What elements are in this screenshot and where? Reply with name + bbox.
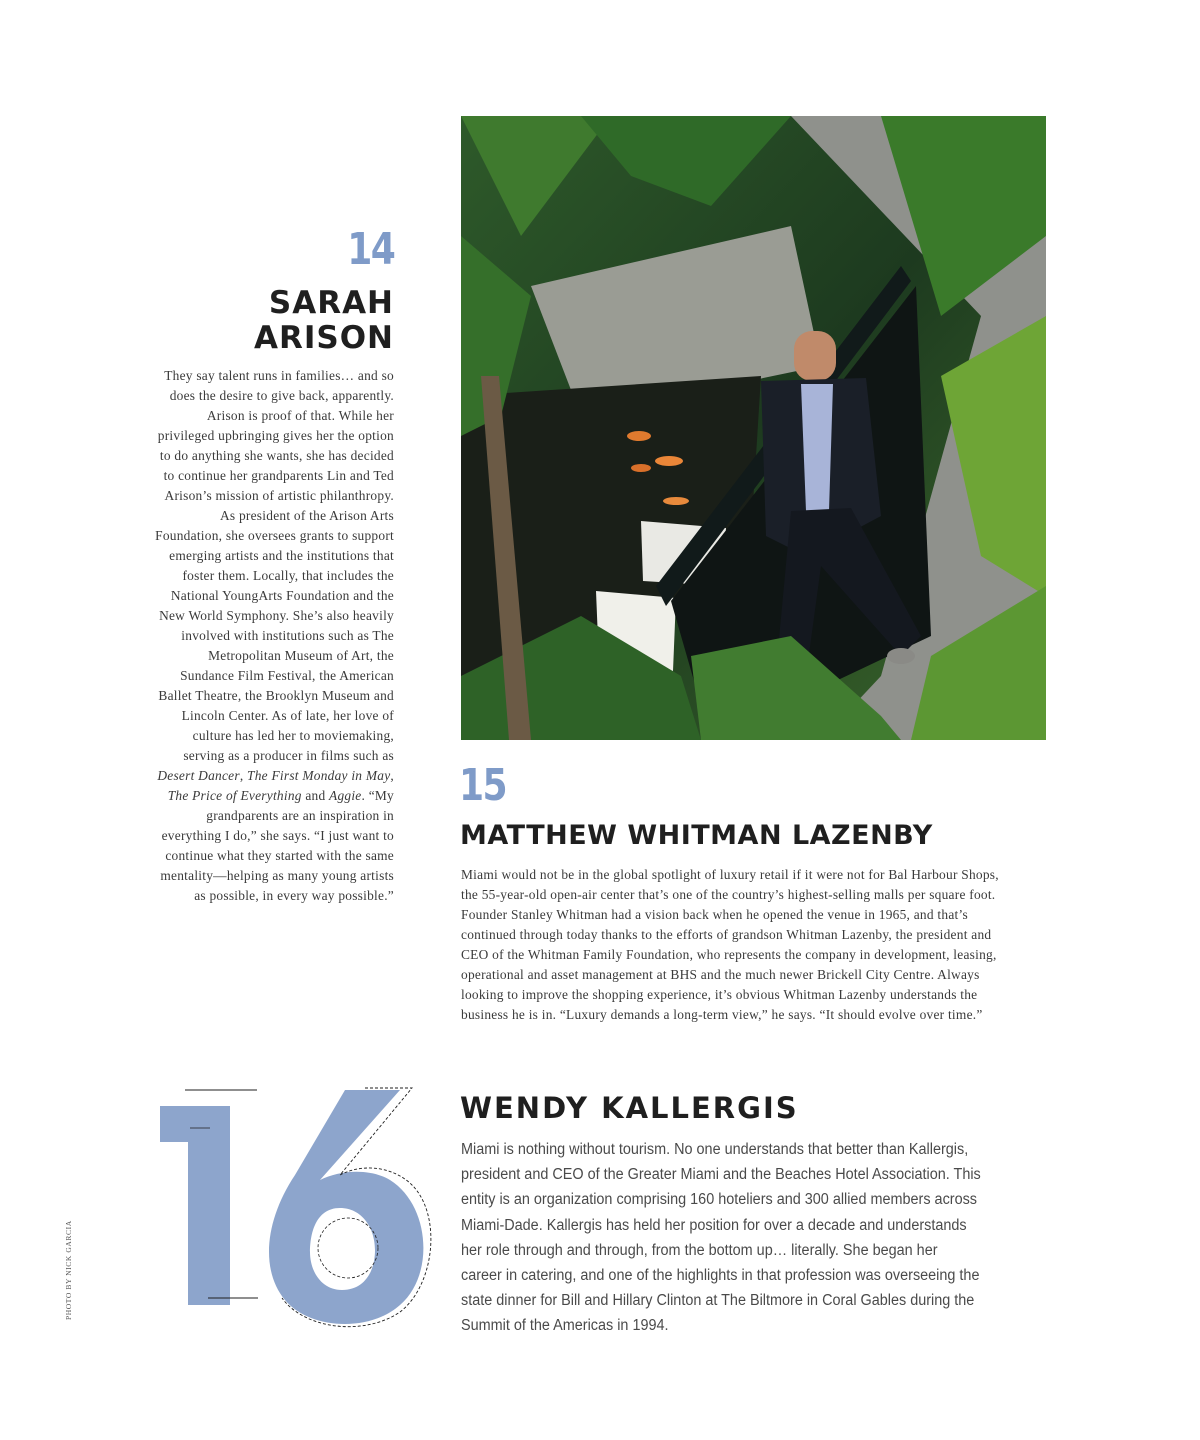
film-title: Desert Dancer: [157, 768, 240, 783]
portrait-photo-image: [461, 116, 1046, 740]
portrait-photo: [461, 116, 1046, 740]
film-title: Aggie: [329, 788, 362, 803]
film-title: The Price of Everything: [167, 788, 302, 803]
photo-credit: PHOTO BY NICK GARCIA: [64, 1220, 73, 1320]
entry-14-number: 14: [347, 224, 394, 275]
entry-15-body: Miami would not be in the global spotlight of luxury retail if it were not for Bal Harbour Shops, the 55-year-old open-air center that’s one of the country’s highest-selling malls per square foot. Founder Stanley Whitman had a vision back when he opened the venue in 1965, and that’s continued through today thanks to the efforts of grandson Whitman Lazenby, the president and CEO of the Whitman Family Foundation, who represents the company in development, leasing, operational and asset management at BHS and the much newer Brickell City Centre. Always looking to improve the shopping experience, it’s obvious Whitman Lazenby understands the business he is in. “Luxury demands a long-term view,” he says. “It should evolve over time.”: [461, 867, 999, 1022]
film-title: The First Monday in May: [247, 768, 391, 783]
body-text-segment: ,: [390, 768, 394, 783]
body-text-segment: They say talent runs in families… and so does the desire to give back, apparently. Arison is proof of that. While her privileged upbringing gives her the option to do anything she wants, she has decided to continue her grandparents Lin and Ted Arison’s mission of artistic philanthropy. As president of the Arison Arts Foundation, she oversees grants to support emerging artists and the institutions that foster them. Locally, that includes the National YoungArts Foundation and the New World Symphony. She’s also heavily involved with institutions such as The Metropolitan Museum of Art, the Sundance Film Festival, the American Ballet Theatre, the Brooklyn Museum and Lincoln Center. As of late, her love of culture has led her to moviemaking, serving as a producer in films such as: [155, 368, 394, 763]
body-text-segment: and: [301, 788, 330, 803]
entry-16-number-graphic: [150, 1080, 440, 1330]
entry-15-number: 15: [459, 760, 506, 811]
entry-14-name-line2: ARISON: [253, 320, 394, 356]
entry-14-name-line1: SARAH: [268, 285, 394, 321]
entry-14-name: [94, 286, 394, 356]
entry-16-body: Miami is nothing without tourism. No one understands that better than Kallergis, president and CEO of the Greater Miami and the Beaches Hotel Association. This entity is an organization comprising 160 hoteliers and 300 allied members across Miami-Dade. Kallergis has held her position for over a decade and understands her role through and through, from the bottom up… literally. She began her career in catering, and one of the highlights in that profession was overseeing the state dinner for Bill and Hillary Clinton at The Biltmore in Coral Gables during the Summit of the Americas in 1994.: [461, 1141, 981, 1335]
entry-15-name: MATTHEW WHITMAN LAZENBY: [460, 820, 933, 851]
entry-14-body: [152, 366, 394, 906]
body-text-segment: ,: [239, 768, 248, 783]
entry-16-name: WENDY KALLERGIS: [460, 1091, 799, 1125]
body-text-segment: . “My grandparents are an inspiration in everything I do,” she says. “I just want to continue what they started with the same mentality—helping as many young artists as possible, in every way possible.”: [160, 788, 394, 903]
